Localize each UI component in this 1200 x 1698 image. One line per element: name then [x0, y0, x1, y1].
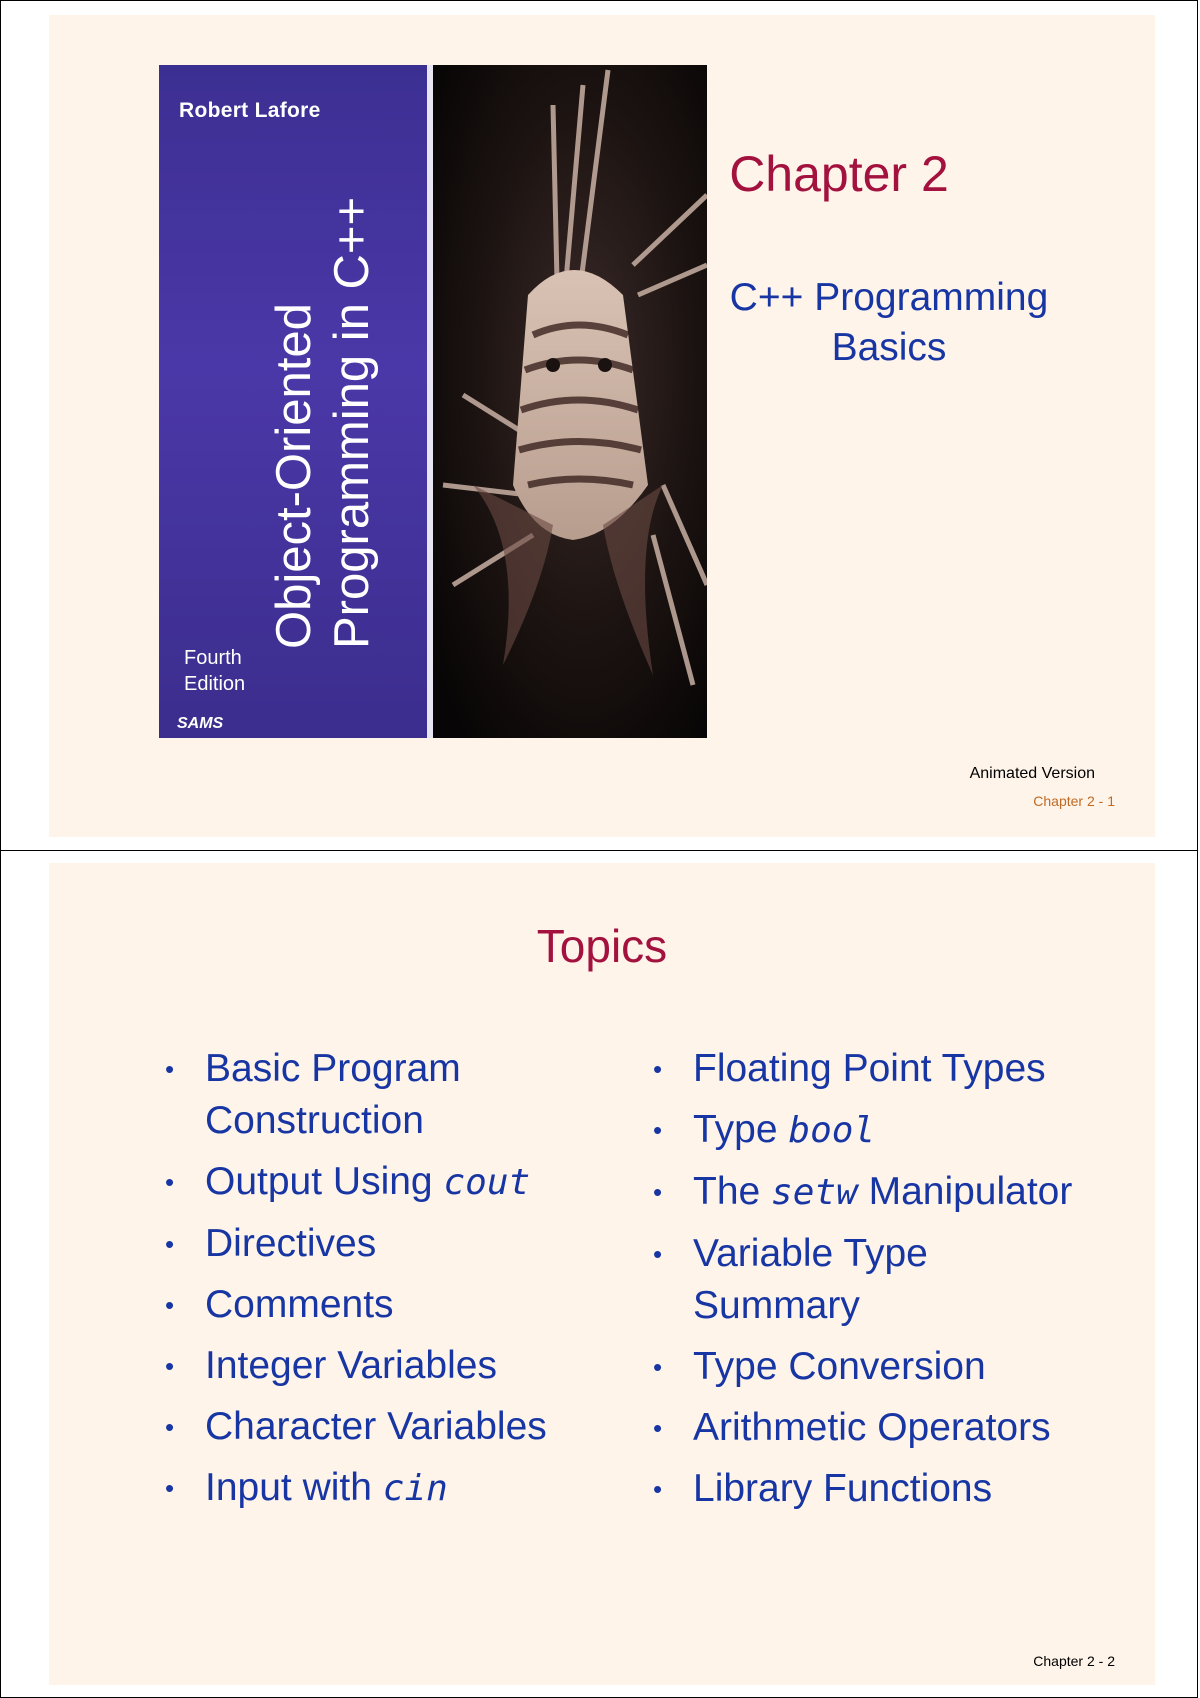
- bullet-icon: •: [653, 1054, 663, 1084]
- chapter-subtitle: [669, 273, 1109, 373]
- topic-text: Floating Point Types: [693, 1047, 1046, 1090]
- page-number: Chapter 2 - 1: [1033, 793, 1115, 809]
- topic-text: Integer Variables: [205, 1344, 497, 1387]
- topic-item: [165, 1279, 605, 1331]
- bullet-icon: •: [653, 1177, 663, 1207]
- topic-line: Variable Type: [693, 1232, 928, 1275]
- topic-text: Type: [693, 1108, 789, 1151]
- topics-list-right: [653, 1043, 1123, 1524]
- chapter-title: Chapter 2: [729, 146, 949, 202]
- cover-title-line-1: Object-Oriented: [267, 303, 321, 649]
- topic-item: [653, 1463, 1123, 1515]
- topic-line: Construction: [205, 1099, 424, 1142]
- bullet-icon: •: [165, 1229, 175, 1259]
- bullet-icon: •: [165, 1290, 175, 1320]
- bullet-icon: •: [653, 1239, 663, 1269]
- bullet-icon: •: [165, 1054, 175, 1084]
- bullet-icon: •: [653, 1413, 663, 1443]
- version-note: Animated Version: [969, 765, 1095, 782]
- topic-item: [653, 1166, 1123, 1219]
- topic-item: [165, 1043, 605, 1147]
- cover-edition-line-1: Fourth: [184, 647, 242, 669]
- bullet-icon: •: [165, 1412, 175, 1442]
- topic-text: Character Variables: [205, 1405, 547, 1448]
- bullet-icon: •: [653, 1474, 663, 1504]
- topic-code: setw: [771, 1172, 858, 1213]
- slide-frame-2: [0, 850, 1198, 1698]
- topic-code: bool: [788, 1110, 876, 1151]
- topic-text: Comments: [205, 1283, 394, 1326]
- topic-item: [165, 1462, 605, 1515]
- bullet-icon: •: [165, 1473, 175, 1503]
- topic-item: [653, 1341, 1123, 1393]
- topic-text: The: [693, 1170, 772, 1213]
- page-number: Chapter 2 - 2: [1033, 1653, 1115, 1669]
- cover-title: [265, 129, 381, 649]
- topic-item: [653, 1228, 1123, 1332]
- topic-text: Library Functions: [693, 1467, 993, 1510]
- cover-author: Robert Lafore: [179, 99, 321, 122]
- topics-list-left: [165, 1043, 605, 1524]
- topic-text: Output Using: [205, 1160, 444, 1203]
- cover-publisher-logo: SAMS: [177, 715, 224, 732]
- bullet-icon: •: [165, 1351, 175, 1381]
- topic-text: Arithmetic Operators: [693, 1406, 1051, 1449]
- topic-line: Summary: [693, 1284, 860, 1327]
- topic-code: cin: [382, 1468, 448, 1509]
- topic-code: cout: [443, 1162, 531, 1203]
- topic-text: Directives: [205, 1222, 377, 1265]
- topic-item: [653, 1043, 1123, 1095]
- book-cover-image: [159, 65, 707, 738]
- bullet-icon: •: [653, 1115, 663, 1145]
- cover-edition: [184, 645, 245, 697]
- chapter-subtitle-line-2: Basics: [831, 326, 947, 369]
- chapter-subtitle-line-1: C++ Programming: [729, 276, 1049, 319]
- topic-item: [165, 1218, 605, 1270]
- cover-edition-line-2: Edition: [184, 673, 246, 695]
- cover-title-line-2: Programming in C++: [325, 196, 379, 649]
- topic-item: [165, 1401, 605, 1453]
- bullet-icon: •: [165, 1167, 175, 1197]
- slide-1: [49, 15, 1155, 837]
- cover-spine-panel: [159, 65, 427, 738]
- topics-title: Topics: [536, 920, 668, 972]
- topic-item: [653, 1104, 1123, 1157]
- topic-item: [165, 1340, 605, 1392]
- bullet-icon: •: [653, 1352, 663, 1382]
- lionfish-photo: [433, 65, 707, 738]
- topic-item: [653, 1402, 1123, 1454]
- topic-text: Type Conversion: [693, 1345, 986, 1388]
- topic-item: [165, 1156, 605, 1209]
- topic-text: Input with: [205, 1466, 383, 1509]
- topic-text-after: Manipulator: [857, 1170, 1073, 1213]
- slide-2: [49, 863, 1155, 1685]
- topic-line: Basic Program: [205, 1047, 461, 1090]
